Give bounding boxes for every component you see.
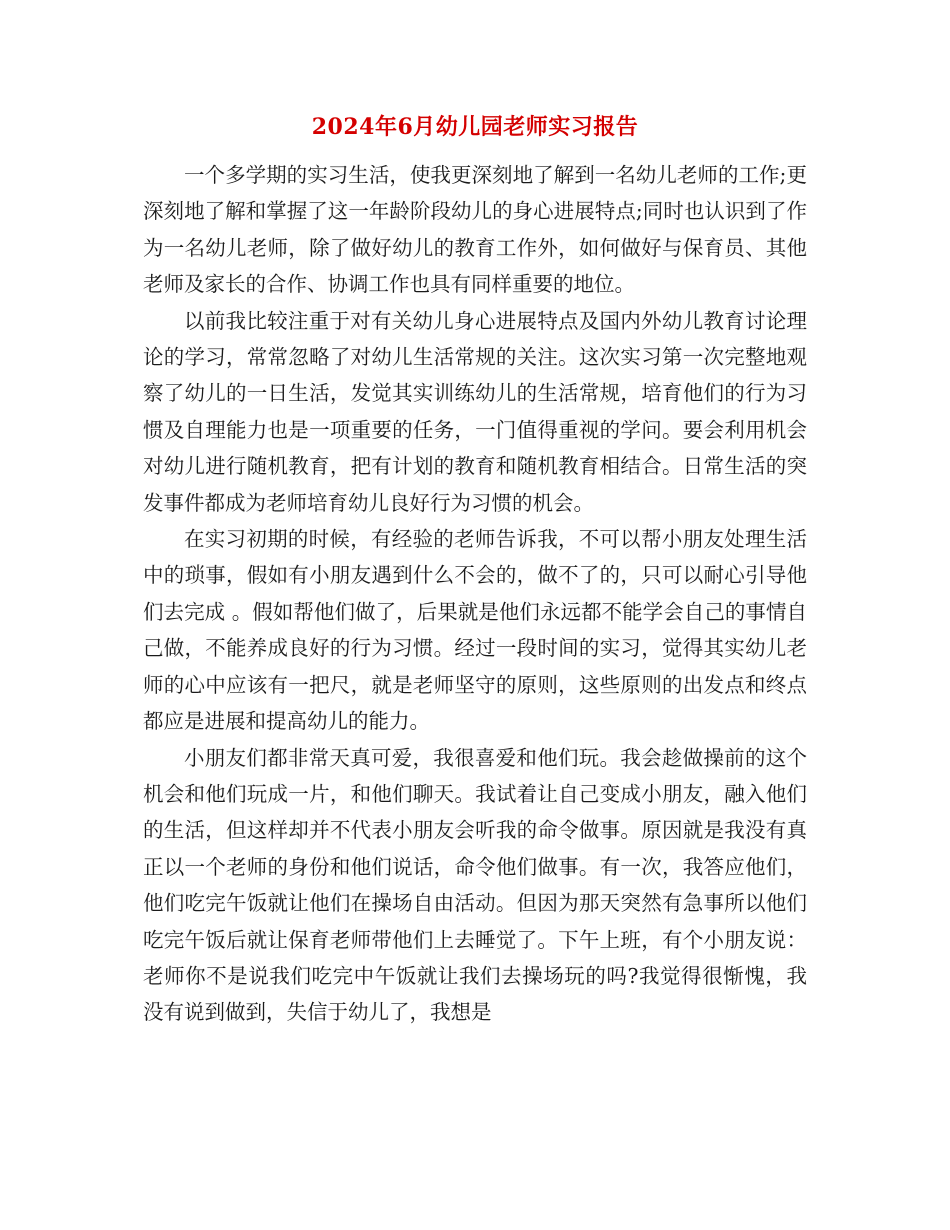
paragraph-3: 在实习初期的时候，有经验的老师告诉我，不可以帮小朋友处理生活中的琐事，假如有小朋友遇到什么不会的，做不了的，只可以耐心引导他们去完成 。假如帮他们做了，后果就是他们永远都不能学会自己的事情自己做，不能养成良好的行为习惯。经过一段时间的实习，觉得其实幼儿老师的心中应该有一把尺，就是老师坚守的原则，这些原则的出发点和终点都应是进展和提高幼儿的能力。 (143, 527, 807, 734)
document-body (143, 157, 807, 1031)
document-title: 2024年6月幼儿园老师实习报告 (311, 114, 639, 140)
paragraph-1: 一个多学期的实习生活，使我更深刻地了解到一名幼儿老师的工作;更深刻地了解和掌握了这一年龄阶段幼儿的身心进展特点;同时也认识到了作为一名幼儿老师，除了做好幼儿的教育工作外，如何做好与保育员、其他老师及家长的合作、协调工作也具有同样重要的地位。 (143, 163, 807, 297)
paragraph-2: 以前我比较注重于对有关幼儿身心进展特点及国内外幼儿教育讨论理论的学习，常常忽略了对幼儿生活常规的关注。这次实习第一次完整地观察了幼儿的一日生活，发觉其实训练幼儿的生活常规，培育他们的行为习惯及自理能力也是一项重要的任务，一门值得重视的学问。要会利用机会对幼儿进行随机教育，把有计划的教育和随机教育相结合。日常生活的突发事件都成为老师培育幼儿良好行为习惯的机会。 (143, 308, 807, 515)
paragraph-4: 小朋友们都非常天真可爱，我很喜爱和他们玩。我会趁做操前的这个机会和他们玩成一片，和他们聊天。我试着让自己变成小朋友，融入他们的生活，但这样却并不代表小朋友会听我的命令做事。原因就是我没有真正以一个老师的身份和他们说话，命令他们做事。有一次，我答应他们，他们吃完午饭就让他们在操场自由活动。但因为那天突然有急事所以他们吃完午饭后就让保育老师带他们上去睡觉了。下午上班，有个小朋友说：老师你不是说我们吃完中午饭就让我们去操场玩的吗?我觉得很惭愧，我没有说到做到，失信于幼儿了，我想是 (143, 745, 807, 1025)
